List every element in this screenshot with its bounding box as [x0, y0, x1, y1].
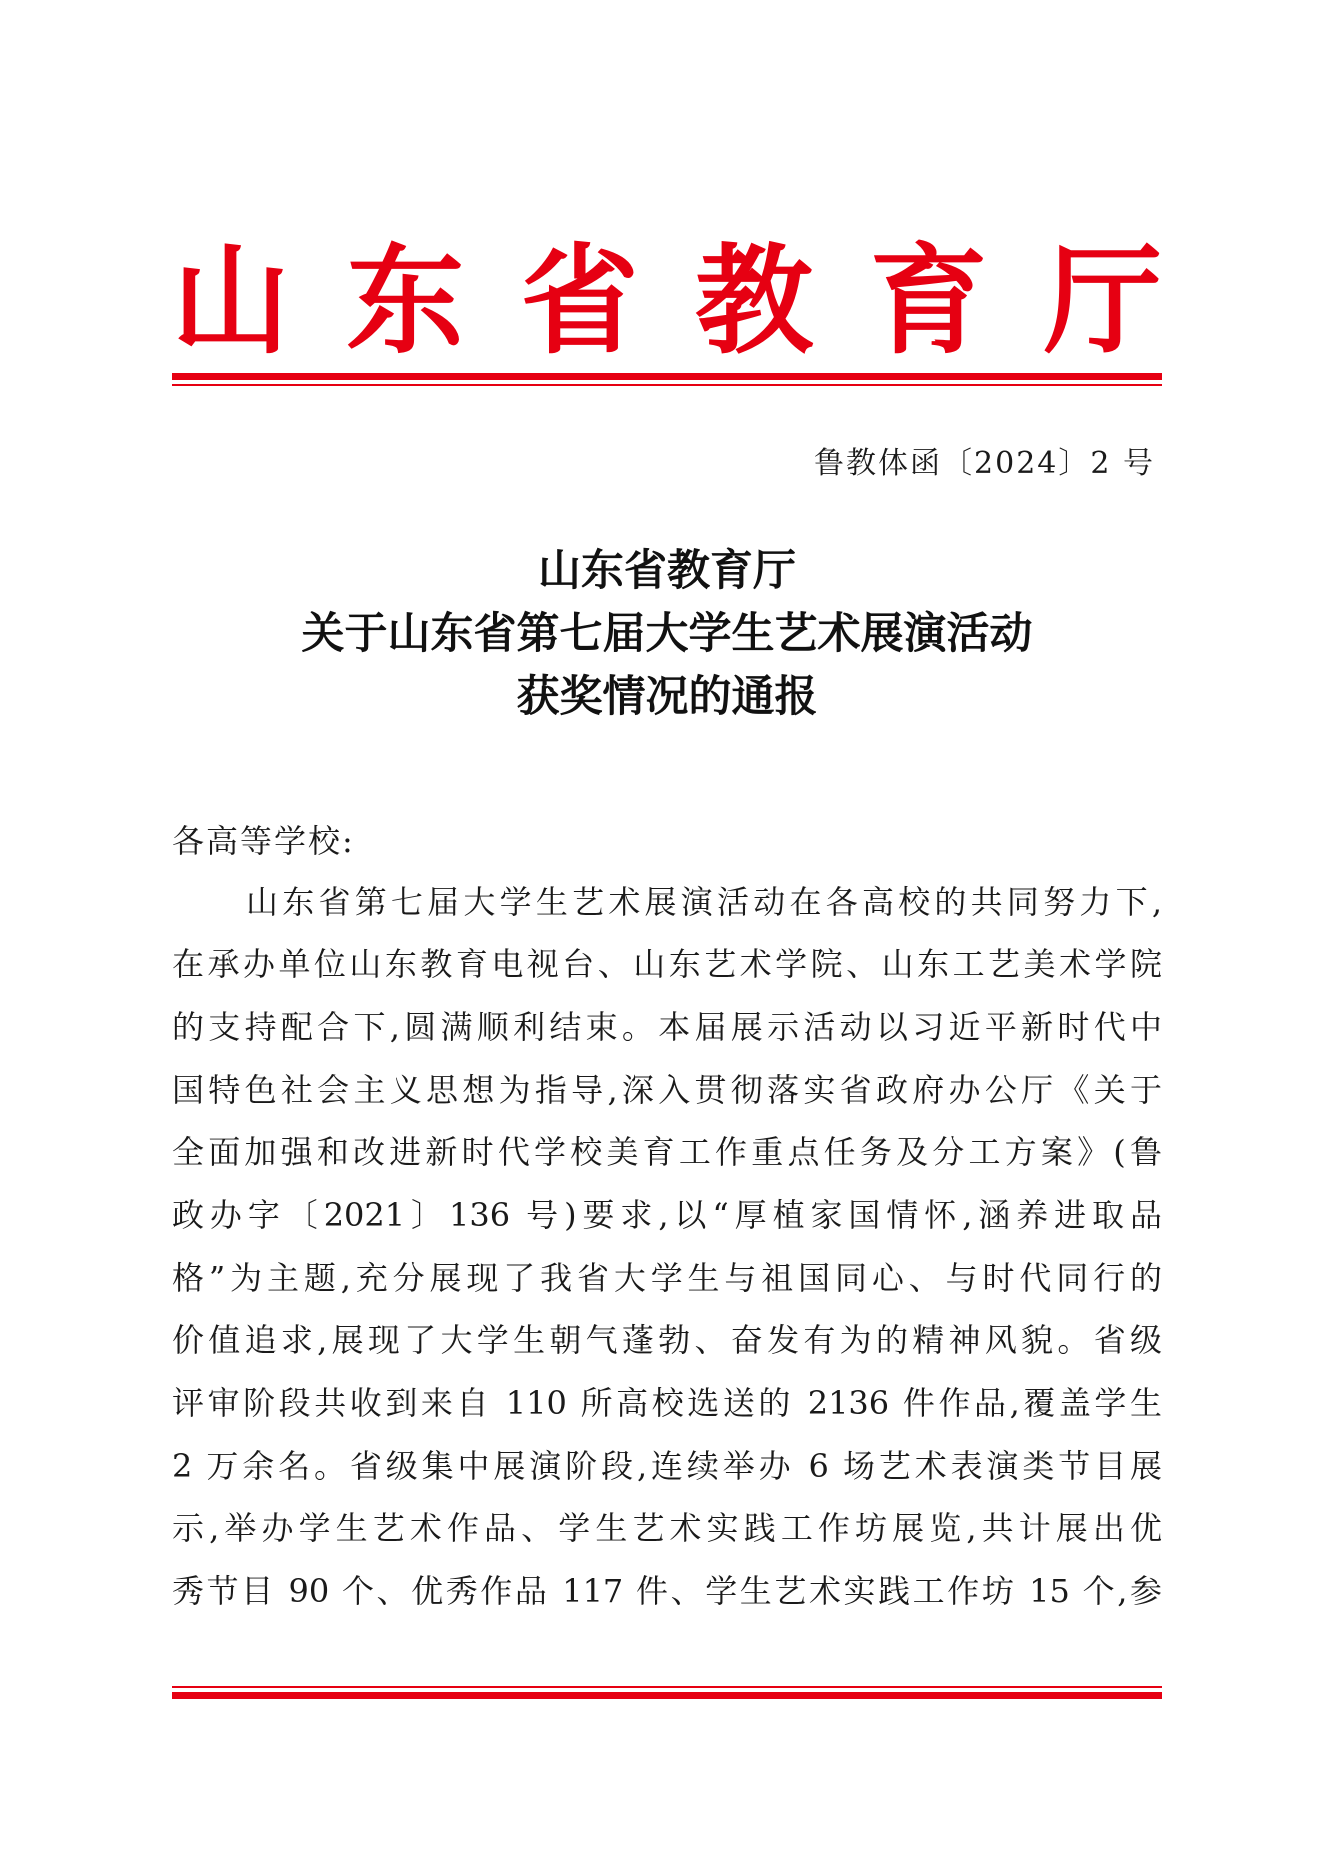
footer-rule-thin	[172, 1686, 1162, 1688]
footer-rule-thick	[172, 1692, 1162, 1699]
letterhead-char: 教	[695, 231, 814, 370]
letterhead-char: 省	[520, 231, 639, 370]
body-line: 秀节目 90 个、优秀作品 117 件、学生艺术实践工作坊 15 个,参	[172, 1572, 1162, 1610]
body-line: 价值追求,展现了大学生朝气蓬勃、奋发有为的精神风貌。省级	[172, 1321, 1162, 1359]
letterhead-char: 山	[172, 231, 291, 370]
document-number: 鲁教体函〔2024〕2 号	[814, 446, 1155, 481]
letterhead-char: 东	[346, 231, 465, 370]
body-line: 示,举办学生艺术作品、学生艺术实践工作坊展览,共计展出优	[172, 1509, 1162, 1547]
letterhead-title	[172, 231, 1162, 370]
body-line: 2 万余名。省级集中展演阶段,连续举办 6 场艺术表演类节目展	[172, 1447, 1162, 1485]
body-line: 全面加强和改进新时代学校美育工作重点任务及分工方案》(鲁	[172, 1133, 1162, 1171]
salutation: 各高等学校:	[172, 822, 355, 860]
body-line: 的支持配合下,圆满顺利结束。本届展示活动以习近平新时代中	[172, 1008, 1162, 1046]
title-line-2: 关于山东省第七届大学生艺术展演活动	[301, 609, 1033, 659]
title-line-1: 山东省教育厅	[538, 546, 796, 596]
body-line: 格”为主题,充分展现了我省大学生与祖国同心、与时代同行的	[172, 1259, 1162, 1297]
document-title	[172, 540, 1162, 729]
body-line: 山东省第七届大学生艺术展演活动在各高校的共同努力下,	[246, 883, 1162, 921]
letterhead-char: 厅	[1043, 231, 1162, 370]
letterhead-rule-thin	[172, 384, 1162, 386]
body-line: 评审阶段共收到来自 110 所高校选送的 2136 件作品,覆盖学生	[172, 1384, 1162, 1422]
body-line: 在承办单位山东教育电视台、山东艺术学院、山东工艺美术学院	[172, 945, 1162, 983]
body-line: 政办字〔2021〕136 号)要求,以“厚植家国情怀,涵养进取品	[172, 1196, 1162, 1234]
letterhead-rule-thick	[172, 373, 1162, 380]
title-line-3: 获奖情况的通报	[516, 672, 818, 722]
letterhead-char: 育	[869, 231, 988, 370]
body-line: 国特色社会主义思想为指导,深入贯彻落实省政府办公厅《关于	[172, 1071, 1162, 1109]
